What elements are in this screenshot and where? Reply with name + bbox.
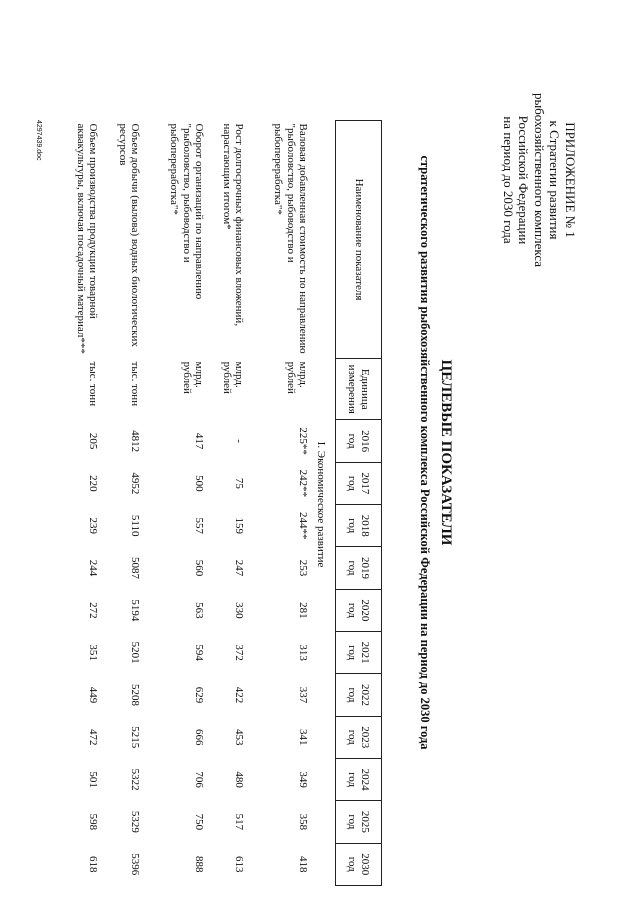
indicator-value: 372: [233, 644, 246, 661]
appendix-line: рыбохозяйственного комплекса: [532, 92, 547, 268]
indicator-value: 244**: [297, 511, 310, 540]
indicator-value: 563: [193, 602, 206, 619]
table-row: [209, 121, 249, 886]
indicator-name: Объем производства продукции товарной аквакультуры, включая посадочный материал***: [75, 123, 100, 354]
indicator-value: 225**: [297, 427, 310, 455]
indicator-value: 422: [233, 686, 246, 704]
indicators-table: [41, 120, 383, 886]
indicator-value: 750: [193, 813, 206, 831]
indicator-name: Валовая добавленная стоимость по направлению "рыболовство, рыбоводство и рыбопереработка"*: [272, 123, 310, 354]
indicator-value: 5208: [129, 683, 142, 706]
indicator-value: 247: [233, 559, 246, 577]
indicator-value: 205: [87, 432, 100, 450]
indicator-value: 75: [233, 477, 246, 489]
indicator-value: 5329: [129, 810, 142, 833]
document-title: ЦЕЛЕВЫЕ ПОКАЗАТЕЛИ: [438, 359, 454, 546]
indicator-value: 613: [233, 856, 246, 873]
appendix-line: к Стратегии развития: [547, 120, 563, 240]
appendix-line: Российской Федерации: [516, 115, 532, 245]
indicator-value: 618: [87, 856, 100, 873]
section-title: I. Экономическое развитие: [315, 441, 327, 568]
indicator-unit: тыс. тонн: [87, 361, 100, 407]
indicator-value: -: [233, 439, 246, 443]
indicator-unit: тыс. тонн: [129, 361, 142, 407]
indicator-name: Оборот организаций по направлению "рыболовство, рыбоводство и рыбопереработка"*: [168, 123, 206, 300]
indicator-value: 341: [297, 729, 310, 746]
indicator-value: 480: [233, 771, 246, 788]
indicator-value: 242**: [297, 469, 310, 498]
indicator-unit: млрд. рублей: [181, 361, 206, 394]
indicator-value: 5194: [129, 599, 142, 622]
table-row: [249, 121, 313, 886]
column-header-year: 2017 год: [336, 462, 382, 504]
table-row: [41, 121, 103, 886]
indicator-value: 4952: [129, 472, 142, 495]
column-header-name: Наименование показателя: [336, 121, 382, 359]
indicator-value: 888: [193, 856, 206, 873]
table-header-row: [336, 121, 382, 886]
indicator-value: 5322: [129, 768, 142, 791]
indicator-value: 5110: [129, 514, 142, 537]
indicator-value: 560: [193, 559, 206, 577]
indicator-value: 418: [297, 856, 310, 873]
indicator-value: 349: [297, 771, 310, 788]
column-header-year: 2022 год: [336, 674, 382, 716]
indicator-value: 417: [193, 432, 206, 450]
indicator-value: 5215: [129, 726, 142, 749]
column-header-year: 2030 год: [336, 843, 382, 885]
indicator-value: 598: [87, 813, 100, 831]
indicator-value: 453: [233, 729, 246, 746]
appendix-line: на период до 2030 года: [501, 116, 516, 244]
indicator-value: 244: [87, 559, 100, 577]
indicator-value: 313: [297, 644, 310, 661]
indicator-value: 239: [87, 517, 100, 534]
document-subtitle: стратегического развития рыбохозяйственного комплекса Российской Федерации на период до 2030 года: [418, 155, 432, 750]
appendix-header: [501, 70, 579, 290]
document-reference: 4297439.doc: [35, 120, 42, 161]
column-header-year: 2023 год: [336, 716, 382, 758]
indicator-value: 4812: [129, 430, 142, 453]
indicator-value: 666: [193, 729, 206, 746]
indicator-value: 5201: [129, 641, 142, 664]
column-header-year: 2020 год: [336, 589, 382, 631]
indicator-value: 5396: [129, 853, 142, 876]
column-header-year: 2019 год: [336, 547, 382, 589]
indicator-name: Рост долгосрочных финансовых вложений, нарастающим итогом*: [221, 123, 246, 327]
indicator-value: 220: [87, 475, 100, 492]
column-header-year: 2018 год: [336, 505, 382, 547]
indicator-name: Объем добычи (вылова) водных биологических ресурсов: [117, 123, 142, 347]
indicator-value: 449: [87, 686, 100, 704]
indicator-value: 272: [87, 602, 100, 619]
indicator-value: 159: [233, 517, 246, 534]
table-row: [103, 121, 145, 886]
indicator-unit: млрд. рублей: [285, 361, 310, 394]
indicator-value: 5087: [129, 557, 142, 580]
indicator-value: 358: [297, 813, 310, 831]
indicator-value: 594: [193, 644, 206, 661]
indicator-value: 501: [87, 771, 100, 788]
indicator-value: 500: [193, 475, 206, 492]
column-header-year: 2021 год: [336, 631, 382, 673]
appendix-line: ПРИЛОЖЕНИЕ № 1: [563, 122, 578, 238]
indicator-value: 281: [297, 602, 310, 619]
column-header-unit: Единица измерения: [336, 359, 382, 420]
column-header-year: 2025 год: [336, 801, 382, 843]
indicator-unit: млрд. рублей: [221, 361, 246, 394]
indicator-value: 557: [193, 517, 206, 534]
table-row: [145, 121, 209, 886]
indicator-value: 517: [233, 813, 246, 831]
section-row: [313, 121, 336, 886]
indicator-value: 330: [233, 602, 246, 619]
indicator-value: 472: [87, 729, 100, 746]
column-header-year: 2016 год: [336, 420, 382, 462]
indicator-value: 351: [87, 644, 100, 661]
indicator-value: 706: [193, 771, 206, 788]
indicator-value: 629: [193, 686, 206, 704]
indicator-value: 253: [297, 559, 310, 577]
indicator-value: 337: [297, 686, 310, 704]
column-header-year: 2024 год: [336, 758, 382, 800]
